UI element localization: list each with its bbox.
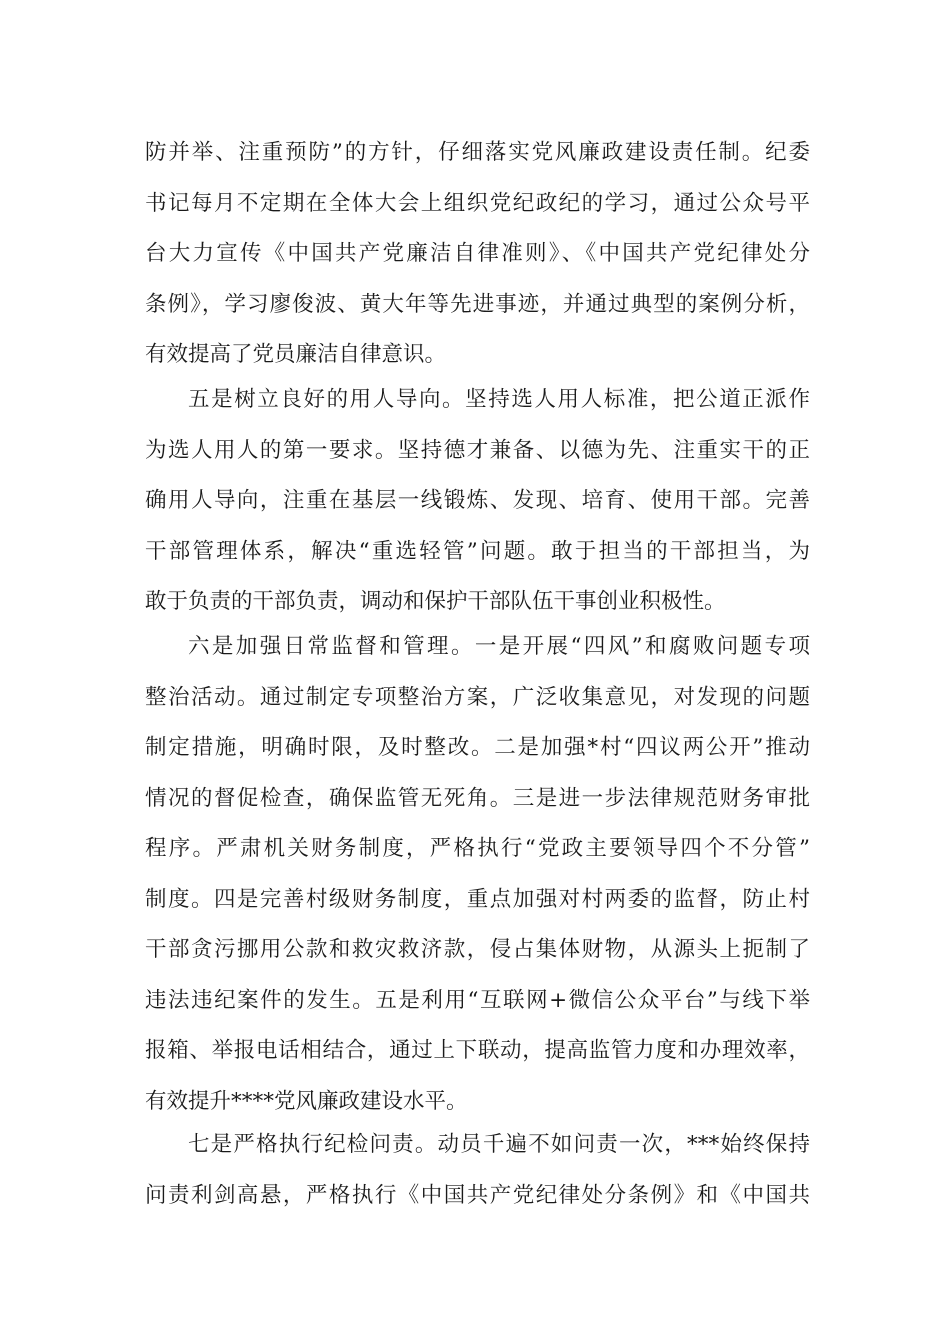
text-line: 台大力宣传《中国共产党廉洁自律准则》、《中国共产党纪律处分 bbox=[145, 241, 810, 266]
text-line: 防并举、注重预防”的方针，仔细落实党风廉政建设责任制。纪委 bbox=[145, 140, 810, 165]
text-line: 报箱、举报电话相结合，通过上下联动，提高监管力度和办理效率， bbox=[145, 1038, 810, 1063]
text-line: 七是严格执行纪检问责。动员千遍不如问责一次，***始终保持 bbox=[188, 1132, 810, 1157]
paragraph-daily-supervision bbox=[145, 622, 810, 1127]
text-line: 为选人用人的第一要求。坚持德才兼备、以德为先、注重实干的正 bbox=[145, 437, 810, 463]
text-line: 程序。严肃机关财务制度，严格执行“党政主要领导四个不分管” bbox=[145, 836, 810, 861]
text-line: 五是树立良好的用人导向。坚持选人用人标准，把公道正派作 bbox=[188, 387, 810, 412]
text-line: 书记每月不定期在全体大会上组织党纪政纪的学习，通过公众号平 bbox=[145, 190, 810, 216]
text-line: 情况的督促检查，确保监管无死角。三是进一步法律规范财务审批 bbox=[145, 785, 810, 811]
text-line: 干部管理体系，解决“重选轻管”问题。敢于担当的干部担当，为 bbox=[145, 538, 810, 564]
text-line: 敢于负责的干部负责，调动和保护干部队伍干事创业积极性。 bbox=[145, 589, 726, 614]
text-line: 条例》，学习廖俊波、黄大年等先进事迹，并通过典型的案例分析， bbox=[145, 291, 810, 317]
paragraph-employment-orientation bbox=[145, 375, 810, 628]
text-line: 整治活动。通过制定专项整治方案，广泛收集意见，对发现的问题 bbox=[145, 684, 810, 710]
paragraph-discipline-study bbox=[145, 128, 810, 381]
text-line: 干部贪污挪用公款和救灾救济款，侵占集体财物，从源头上扼制了 bbox=[145, 937, 810, 962]
text-line: 确用人导向，注重在基层一线锻炼、发现、培育、使用干部。完善 bbox=[145, 488, 810, 513]
paragraph-accountability bbox=[145, 1120, 810, 1221]
text-line: 制度。四是完善村级财务制度，重点加强对村两委的监督，防止村 bbox=[145, 886, 810, 912]
text-line: 有效提升****党风廉政建设水平。 bbox=[145, 1088, 468, 1114]
text-line: 问责利剑高悬，严格执行《中国共产党纪律处分条例》和《中国共 bbox=[145, 1182, 810, 1208]
text-line: 违法违纪案件的发生。五是利用“互联网+微信公众平台”与线下举 bbox=[145, 987, 810, 1013]
text-line: 六是加强日常监督和管理。一是开展“四风”和腐败问题专项 bbox=[188, 634, 810, 659]
text-line: 制定措施，明确时限，及时整改。二是加强*村“四议两公开”推动 bbox=[145, 735, 810, 760]
text-line: 有效提高了党员廉洁自律意识。 bbox=[145, 342, 447, 367]
